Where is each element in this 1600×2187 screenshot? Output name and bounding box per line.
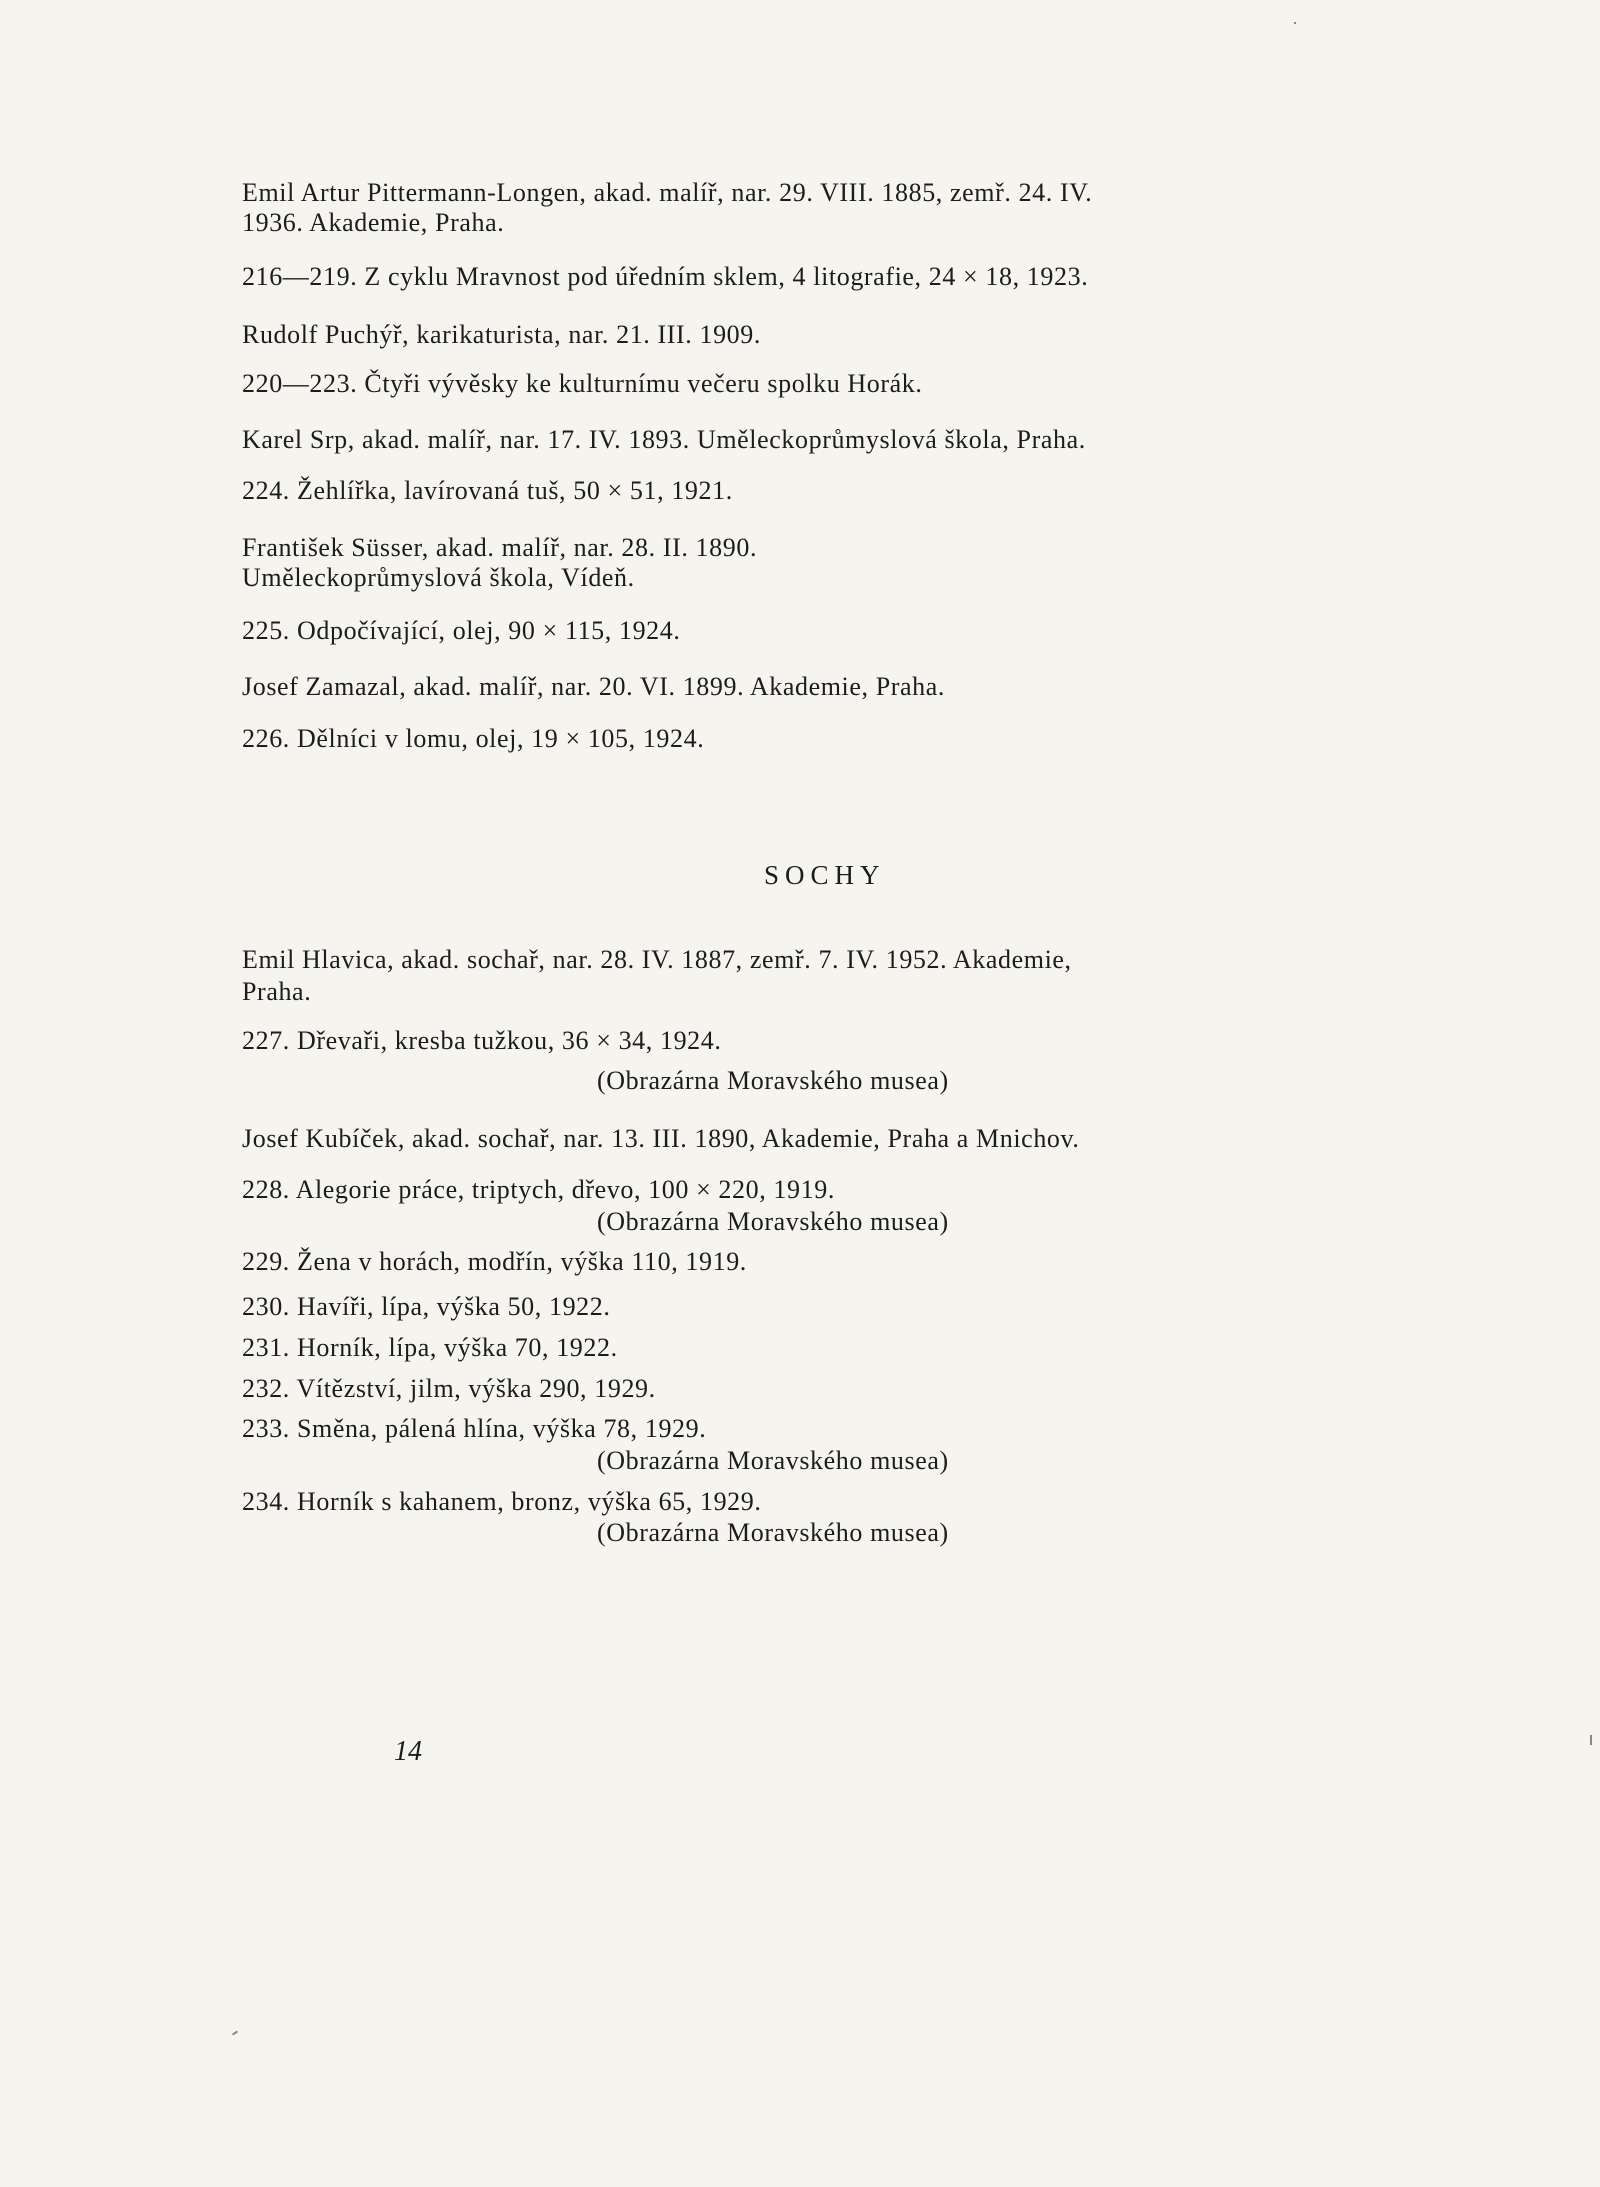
artist-entry-line: Josef Kubíček, akad. sochař, nar. 13. III. 1890, Akademie, Praha a Mnichov. — [242, 1124, 1080, 1153]
artist-entry-line: Uměleckoprůmyslová škola, Vídeň. — [242, 563, 635, 592]
collection-note: (Obrazárna Moravského musea) — [597, 1066, 949, 1095]
catalog-item-line: 225. Odpočívající, olej, 90 × 115, 1924. — [242, 616, 681, 645]
artist-entry-line: Josef Zamazal, akad. malíř, nar. 20. VI. 1899. Akademie, Praha. — [242, 672, 946, 701]
section-heading: SOCHY — [764, 860, 886, 890]
collection-note: (Obrazárna Moravského musea) — [597, 1446, 949, 1475]
artist-entry-line: Emil Artur Pittermann-Longen, akad. malíř, nar. 29. VIII. 1885, zemř. 24. IV. — [242, 178, 1093, 207]
scan-mark — [1590, 1735, 1592, 1745]
artist-entry-line: Praha. — [242, 977, 312, 1006]
page-number: 14 — [394, 1736, 422, 1767]
artist-entry-line: 1936. Akademie, Praha. — [242, 208, 505, 237]
catalog-item-line: 234. Horník s kahanem, bronz, výška 65, 1929. — [242, 1487, 762, 1516]
catalog-item-line: 229. Žena v horách, modřín, výška 110, 1919. — [242, 1247, 747, 1276]
artist-entry-line: Karel Srp, akad. malíř, nar. 17. IV. 1893. Uměleckoprůmyslová škola, Praha. — [242, 425, 1086, 454]
collection-note: (Obrazárna Moravského musea) — [597, 1518, 949, 1547]
catalog-item-line: 227. Dřevaři, kresba tužkou, 36 × 34, 1924. — [242, 1026, 722, 1055]
catalog-item-line: 231. Horník, lípa, výška 70, 1922. — [242, 1333, 618, 1362]
scan-mark — [1294, 22, 1296, 24]
catalog-item-line: 226. Dělníci v lomu, olej, 19 × 105, 1924. — [242, 724, 705, 753]
collection-note: (Obrazárna Moravského musea) — [597, 1207, 949, 1236]
catalog-item-line: 233. Směna, pálená hlína, výška 78, 1929. — [242, 1414, 707, 1443]
artist-entry-line: František Süsser, akad. malíř, nar. 28. II. 1890. — [242, 533, 758, 562]
catalog-item-line: 224. Žehlířka, lavírovaná tuš, 50 × 51, 1921. — [242, 476, 733, 505]
catalog-item-line: 216—219. Z cyklu Mravnost pod úředním sklem, 4 litografie, 24 × 18, 1923. — [242, 262, 1089, 291]
scan-mark — [232, 2030, 238, 2035]
artist-entry-line: Emil Hlavica, akad. sochař, nar. 28. IV. 1887, zemř. 7. IV. 1952. Akademie, — [242, 945, 1072, 974]
catalog-item-line: 220—223. Čtyři vývěsky ke kulturnímu večeru spolku Horák. — [242, 369, 923, 398]
catalog-item-line: 228. Alegorie práce, triptych, dřevo, 100 × 220, 1919. — [242, 1175, 835, 1204]
catalog-item-line: 232. Vítězství, jilm, výška 290, 1929. — [242, 1374, 656, 1403]
artist-entry-line: Rudolf Puchýř, karikaturista, nar. 21. III. 1909. — [242, 320, 761, 349]
catalog-item-line: 230. Havíři, lípa, výška 50, 1922. — [242, 1292, 611, 1321]
